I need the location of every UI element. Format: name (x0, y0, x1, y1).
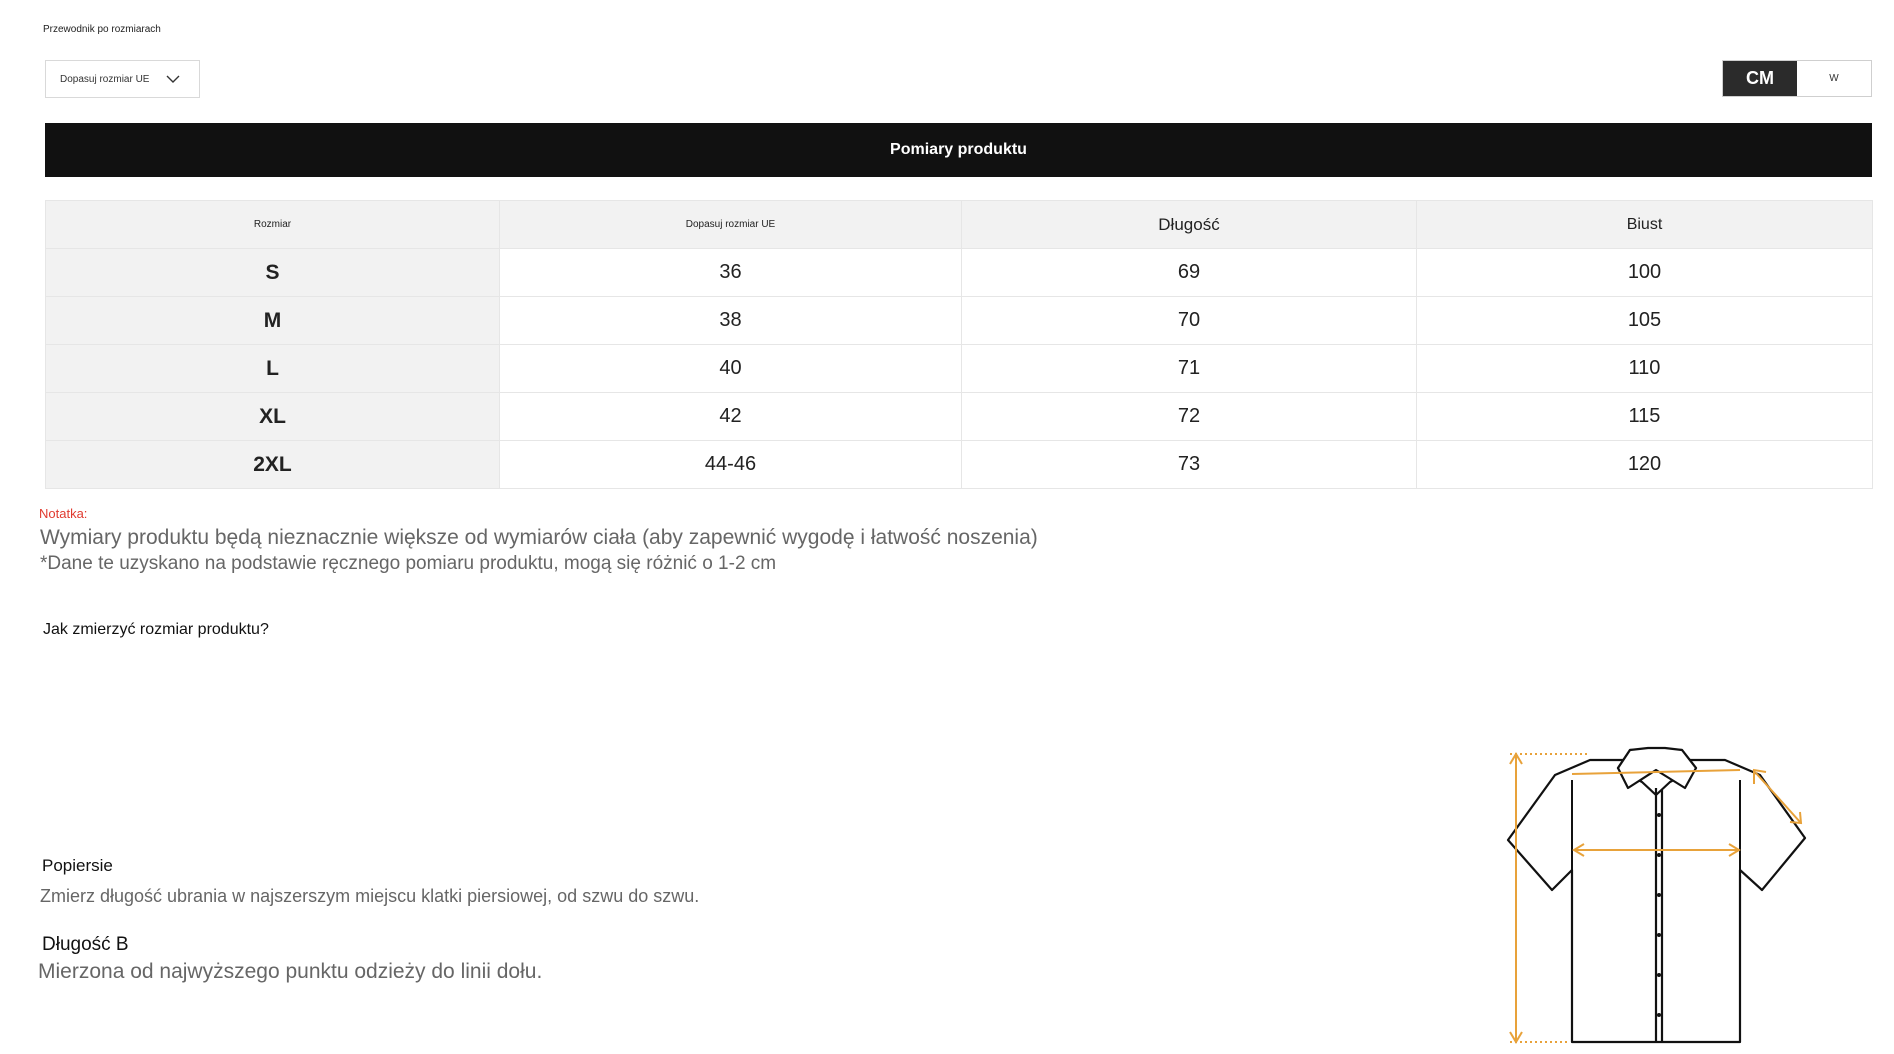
length-cell: 73 (962, 441, 1417, 489)
eu-size-cell: 42 (500, 393, 962, 441)
size-cell: S (46, 249, 500, 297)
size-cell: 2XL (46, 441, 500, 489)
header-eu-size: Dopasuj rozmiar UE (500, 201, 962, 249)
size-guide-title: Przewodnik po rozmiarach (43, 24, 161, 35)
length-cell: 69 (962, 249, 1417, 297)
bust-cell: 100 (1417, 249, 1873, 297)
bust-description: Zmierz długość ubrania w najszerszym miejscu klatki piersiowej, od szwu do szwu. (40, 886, 700, 906)
eu-size-cell: 38 (500, 297, 962, 345)
size-cell: M (46, 297, 500, 345)
bust-cell: 105 (1417, 297, 1873, 345)
fit-size-dropdown[interactable] (45, 60, 200, 98)
note-label: Notatka: (39, 506, 88, 521)
eu-size-cell: 36 (500, 249, 962, 297)
unit-cm-button[interactable]: CM (1723, 61, 1797, 96)
size-cell: XL (46, 393, 500, 441)
bust-cell: 110 (1417, 345, 1873, 393)
size-table (45, 200, 1873, 489)
header-size: Rozmiar (46, 201, 500, 249)
unit-inch-button[interactable]: W (1797, 61, 1871, 96)
note-text: Wymiary produktu będą nieznacznie większe od wymiarów ciała (aby zapewnić wygodę i łatwość noszenia) (40, 526, 1038, 549)
table-header-row (46, 201, 1873, 249)
header-bust: Biust (1417, 201, 1873, 249)
shirt-measurement-diagram (1500, 740, 1830, 1050)
how-to-measure-title: Jak zmierzyć rozmiar produktu? (43, 621, 269, 638)
shirt-outline (1508, 748, 1805, 1042)
bust-title: Popiersie (42, 856, 113, 875)
table-row (46, 249, 1873, 297)
fit-size-dropdown-value: Dopasuj rozmiar UE (60, 73, 150, 85)
bust-cell: 115 (1417, 393, 1873, 441)
unit-toggle (1722, 60, 1872, 97)
length-cell: 70 (962, 297, 1417, 345)
length-description: Mierzona od najwyższego punktu odzieży do linii dołu. (38, 960, 543, 983)
chevron-down-icon (165, 71, 181, 87)
length-cell: 71 (962, 345, 1417, 393)
product-measurements-banner (45, 123, 1872, 177)
eu-size-cell: 40 (500, 345, 962, 393)
eu-size-cell: 44-46 (500, 441, 962, 489)
table-row (46, 297, 1873, 345)
length-cell: 72 (962, 393, 1417, 441)
size-cell: L (46, 345, 500, 393)
banner-title: Pomiary produktu (890, 141, 1027, 158)
note-disclaimer: *Dane te uzyskano na podstawie ręcznego pomiaru produktu, mogą się różnić o 1-2 cm (40, 553, 777, 574)
bust-cell: 120 (1417, 441, 1873, 489)
table-row (46, 441, 1873, 489)
header-length: Długość (962, 201, 1417, 249)
table-row (46, 393, 1873, 441)
table-row (46, 345, 1873, 393)
length-title: Długość B (42, 934, 129, 955)
